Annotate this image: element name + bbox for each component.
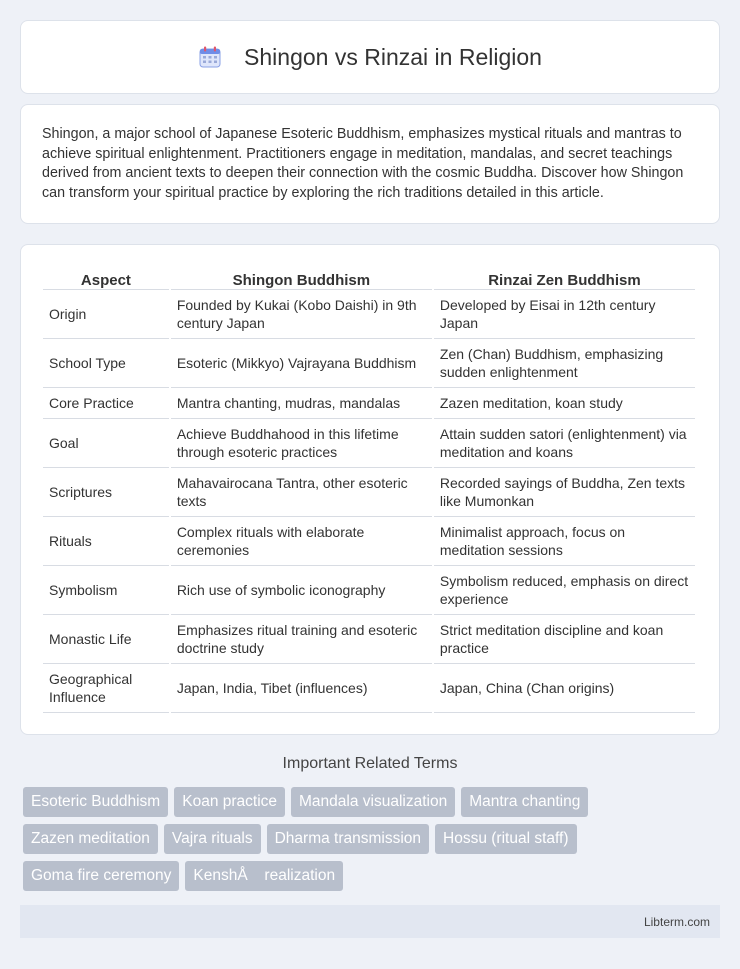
related-term-tag[interactable]: Goma fire ceremony <box>23 861 179 891</box>
table-row <box>43 388 695 419</box>
related-term-tag[interactable]: Mantra chanting <box>461 787 588 817</box>
table-cell: Zen (Chan) Buddhism, emphasizing sudden enlightenment <box>434 339 695 388</box>
related-term-tag[interactable]: Vajra rituals <box>164 824 261 854</box>
related-term-tag[interactable]: Koan practice <box>174 787 285 817</box>
table-cell: Strict meditation discipline and koan practice <box>434 615 695 664</box>
footer-brand[interactable]: Libterm.com <box>643 914 710 929</box>
table-cell: Scriptures <box>43 468 169 517</box>
table-row <box>43 339 695 388</box>
table-cell: Recorded sayings of Buddha, Zen texts like Mumonkan <box>434 468 695 517</box>
table-row <box>43 566 695 615</box>
page-title: Shingon vs Rinzai in Religion <box>244 43 542 70</box>
table-row <box>43 615 695 664</box>
column-header-shingon: Shingon Buddhism <box>171 265 432 290</box>
table-cell: Rich use of symbolic iconography <box>171 566 432 615</box>
table-row <box>43 290 695 339</box>
related-term-tag[interactable]: Hossu (ritual staff) <box>435 824 576 854</box>
table-cell: Monastic Life <box>43 615 169 664</box>
related-terms-list <box>23 787 723 898</box>
related-term-tag[interactable]: KenshÅ realization <box>185 861 343 891</box>
intro-text: Shingon, a major school of Japanese Esoteric Buddhism, emphasizes mystical rituals and mantras to achieve spiritual enlightenment. Practitioners engage in meditation, mandalas, and secret teachings derived from ancient texts to deepen their connection with the cosmic Buddha. Discover how Shingon can transform your spiritual practice by exploring the rich traditions detailed in this article. <box>42 126 684 201</box>
related-term-tag[interactable]: Dharma transmission <box>267 824 429 854</box>
calendar-icon <box>198 45 222 69</box>
table-cell: Goal <box>43 419 169 468</box>
table-cell: Mahavairocana Tantra, other esoteric texts <box>171 468 432 517</box>
table-cell: Developed by Eisai in 12th century Japan <box>434 290 695 339</box>
table-cell: Geographical Influence <box>43 664 169 713</box>
table-cell: Japan, India, Tibet (influences) <box>171 664 432 713</box>
table-cell: Symbolism <box>43 566 169 615</box>
table-row <box>43 468 695 517</box>
title-card <box>20 20 720 94</box>
table-cell: Complex rituals with elaborate ceremonies <box>171 517 432 566</box>
table-row <box>43 664 695 713</box>
related-term-tag[interactable]: Zazen meditation <box>23 824 158 854</box>
related-term-tag[interactable]: Mandala visualization <box>291 787 455 817</box>
table-cell: Symbolism reduced, emphasis on direct experience <box>434 566 695 615</box>
table-cell: Mantra chanting, mudras, mandalas <box>171 388 432 419</box>
column-header-rinzai: Rinzai Zen Buddhism <box>434 265 695 290</box>
intro-card <box>20 104 720 224</box>
table-row <box>43 517 695 566</box>
related-terms-heading: Important Related Terms <box>282 755 458 772</box>
comparison-table <box>41 265 697 713</box>
related-term-tag[interactable]: Esoteric Buddhism <box>23 787 168 817</box>
table-cell: Founded by Kukai (Kobo Daishi) in 9th century Japan <box>171 290 432 339</box>
table-cell: Origin <box>43 290 169 339</box>
footer <box>20 905 720 938</box>
comparison-card <box>20 244 720 735</box>
table-cell: Achieve Buddhahood in this lifetime through esoteric practices <box>171 419 432 468</box>
table-cell: Rituals <box>43 517 169 566</box>
table-cell: Emphasizes ritual training and esoteric doctrine study <box>171 615 432 664</box>
table-cell: Zazen meditation, koan study <box>434 388 695 419</box>
table-cell: School Type <box>43 339 169 388</box>
table-row <box>43 419 695 468</box>
table-header-row <box>43 265 695 290</box>
table-cell: Japan, China (Chan origins) <box>434 664 695 713</box>
table-cell: Minimalist approach, focus on meditation sessions <box>434 517 695 566</box>
table-cell: Core Practice <box>43 388 169 419</box>
table-cell: Esoteric (Mikkyo) Vajrayana Buddhism <box>171 339 432 388</box>
column-header-aspect: Aspect <box>43 265 169 290</box>
table-cell: Attain sudden satori (enlightenment) via meditation and koans <box>434 419 695 468</box>
